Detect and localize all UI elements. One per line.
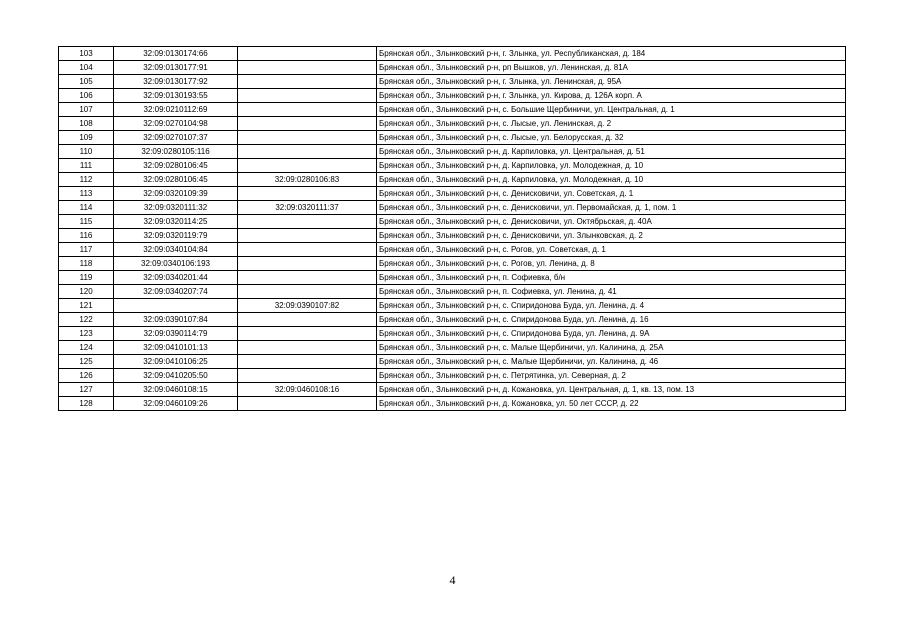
- row-number-cell: 109: [59, 131, 114, 145]
- cadastral-number-cell: 32:09:0340201:44: [114, 271, 238, 285]
- related-cadastral-number-cell: [238, 75, 377, 89]
- address-cell: Брянская обл., Злынковский р-н, д. Карпиловка, ул. Молодежная, д. 10: [377, 173, 846, 187]
- address-cell: Брянская обл., Злынковский р-н, с. Спиридонова Буда, ул. Ленина, д. 16: [377, 313, 846, 327]
- address-cell: Брянская обл., Злынковский р-н, п. Софиевка, ул. Ленина, д. 41: [377, 285, 846, 299]
- row-number-cell: 107: [59, 103, 114, 117]
- row-number-cell: 125: [59, 355, 114, 369]
- table-row: [59, 285, 846, 299]
- row-number-cell: 126: [59, 369, 114, 383]
- table-row: [59, 117, 846, 131]
- related-cadastral-number-cell: [238, 89, 377, 103]
- related-cadastral-number-cell: [238, 313, 377, 327]
- row-number-cell: 111: [59, 159, 114, 173]
- row-number-cell: 114: [59, 201, 114, 215]
- address-cell: Брянская обл., Злынковский р-н, рп Вышков, ул. Ленинская, д. 81А: [377, 61, 846, 75]
- row-number-cell: 105: [59, 75, 114, 89]
- table-row: [59, 201, 846, 215]
- row-number-cell: 122: [59, 313, 114, 327]
- row-number-cell: 119: [59, 271, 114, 285]
- row-number-cell: 112: [59, 173, 114, 187]
- address-cell: Брянская обл., Злынковский р-н, с. Лысые, ул. Белорусская, д. 32: [377, 131, 846, 145]
- table-row: [59, 75, 846, 89]
- cadastral-number-cell: 32:09:0270107:37: [114, 131, 238, 145]
- address-cell: Брянская обл., Злынковский р-н, д. Кожановка, ул. 50 лет СССР, д. 22: [377, 397, 846, 411]
- page-number: 4: [449, 573, 456, 587]
- row-number-cell: 124: [59, 341, 114, 355]
- address-cell: Брянская обл., Злынковский р-н, с. Спиридонова Буда, ул. Ленина, д. 4: [377, 299, 846, 313]
- cadastral-number-cell: 32:09:0320119:79: [114, 229, 238, 243]
- related-cadastral-number-cell: 32:09:0320111:37: [238, 201, 377, 215]
- table-row: [59, 257, 846, 271]
- row-number-cell: 104: [59, 61, 114, 75]
- cadastral-number-cell: 32:09:0320111:32: [114, 201, 238, 215]
- table-row: [59, 243, 846, 257]
- cadastral-number-cell: 32:09:0280106:45: [114, 159, 238, 173]
- row-number-cell: 115: [59, 215, 114, 229]
- table-row: [59, 383, 846, 397]
- table-row: [59, 145, 846, 159]
- related-cadastral-number-cell: [238, 229, 377, 243]
- address-cell: Брянская обл., Злынковский р-н, п. Софиевка, б/н: [377, 271, 846, 285]
- address-cell: Брянская обл., Злынковский р-н, г. Злынка, ул. Кирова, д. 126А корп. А: [377, 89, 846, 103]
- related-cadastral-number-cell: [238, 397, 377, 411]
- table-row: [59, 313, 846, 327]
- related-cadastral-number-cell: [238, 355, 377, 369]
- row-number-cell: 108: [59, 117, 114, 131]
- address-cell: Брянская обл., Злынковский р-н, с. Лысые, ул. Ленинская, д. 2: [377, 117, 846, 131]
- address-cell: Брянская обл., Злынковский р-н, с. Большие Щербиничи, ул. Центральная, д. 1: [377, 103, 846, 117]
- row-number-cell: 117: [59, 243, 114, 257]
- table-row: [59, 271, 846, 285]
- cadastral-number-cell: 32:09:0210112:69: [114, 103, 238, 117]
- cadastral-number-cell: 32:09:0130174:66: [114, 47, 238, 61]
- property-table-body: [59, 47, 846, 411]
- related-cadastral-number-cell: [238, 145, 377, 159]
- cadastral-number-cell: [114, 299, 238, 313]
- table-row: [59, 47, 846, 61]
- table-row: [59, 397, 846, 411]
- table-row: [59, 355, 846, 369]
- cadastral-number-cell: 32:09:0340106:193: [114, 257, 238, 271]
- related-cadastral-number-cell: 32:09:0460108:16: [238, 383, 377, 397]
- table-row: [59, 299, 846, 313]
- address-cell: Брянская обл., Злынковский р-н, с. Рогов, ул. Советская, д. 1: [377, 243, 846, 257]
- address-cell: Брянская обл., Злынковский р-н, с. Спиридонова Буда, ул. Ленина, д. 9А: [377, 327, 846, 341]
- table-row: [59, 89, 846, 103]
- cadastral-number-cell: 32:09:0340207:74: [114, 285, 238, 299]
- address-cell: Брянская обл., Злынковский р-н, с. Рогов, ул. Ленина, д. 8: [377, 257, 846, 271]
- address-cell: Брянская обл., Злынковский р-н, с. Денисковичи, ул. Злынковская, д. 2: [377, 229, 846, 243]
- row-number-cell: 103: [59, 47, 114, 61]
- related-cadastral-number-cell: [238, 131, 377, 145]
- row-number-cell: 120: [59, 285, 114, 299]
- row-number-cell: 121: [59, 299, 114, 313]
- related-cadastral-number-cell: [238, 103, 377, 117]
- cadastral-number-cell: 32:09:0320114:25: [114, 215, 238, 229]
- address-cell: Брянская обл., Злынковский р-н, д. Карпиловка, ул. Молодежная, д. 10: [377, 159, 846, 173]
- table-row: [59, 327, 846, 341]
- related-cadastral-number-cell: [238, 187, 377, 201]
- related-cadastral-number-cell: [238, 369, 377, 383]
- related-cadastral-number-cell: 32:09:0390107:82: [238, 299, 377, 313]
- address-cell: Брянская обл., Злынковский р-н, с. Денисковичи, ул. Октябрьская, д. 40А: [377, 215, 846, 229]
- table-row: [59, 369, 846, 383]
- address-cell: Брянская обл., Злынковский р-н, г. Злынка, ул. Ленинская, д. 95А: [377, 75, 846, 89]
- cadastral-number-cell: 32:09:0130193:55: [114, 89, 238, 103]
- cadastral-number-cell: 32:09:0280105:116: [114, 145, 238, 159]
- related-cadastral-number-cell: [238, 243, 377, 257]
- cadastral-number-cell: 32:09:0410101:13: [114, 341, 238, 355]
- related-cadastral-number-cell: [238, 327, 377, 341]
- table-row: [59, 215, 846, 229]
- row-number-cell: 128: [59, 397, 114, 411]
- row-number-cell: 116: [59, 229, 114, 243]
- related-cadastral-number-cell: [238, 257, 377, 271]
- related-cadastral-number-cell: [238, 271, 377, 285]
- address-cell: Брянская обл., Злынковский р-н, с. Петрятинка, ул. Северная, д. 2: [377, 369, 846, 383]
- cadastral-number-cell: 32:09:0460109:26: [114, 397, 238, 411]
- row-number-cell: 113: [59, 187, 114, 201]
- row-number-cell: 110: [59, 145, 114, 159]
- cadastral-number-cell: 32:09:0410106:25: [114, 355, 238, 369]
- table-row: [59, 159, 846, 173]
- related-cadastral-number-cell: [238, 117, 377, 131]
- related-cadastral-number-cell: 32:09:0280106:83: [238, 173, 377, 187]
- cadastral-number-cell: 32:09:0340104:84: [114, 243, 238, 257]
- table-row: [59, 341, 846, 355]
- address-cell: Брянская обл., Злынковский р-н, с. Денисковичи, ул. Первомайская, д. 1, пом. 1: [377, 201, 846, 215]
- cadastral-number-cell: 32:09:0390107:84: [114, 313, 238, 327]
- address-cell: Брянская обл., Злынковский р-н, д. Карпиловка, ул. Центральная, д. 51: [377, 145, 846, 159]
- related-cadastral-number-cell: [238, 215, 377, 229]
- row-number-cell: 123: [59, 327, 114, 341]
- cadastral-number-cell: 32:09:0130177:92: [114, 75, 238, 89]
- address-cell: Брянская обл., Злынковский р-н, с. Малые Щербиничи, ул. Калинина, д. 46: [377, 355, 846, 369]
- table-row: [59, 229, 846, 243]
- address-cell: Брянская обл., Злынковский р-н, г. Злынка, ул. Республиканская, д. 184: [377, 47, 846, 61]
- cadastral-number-cell: 32:09:0130177:91: [114, 61, 238, 75]
- row-number-cell: 118: [59, 257, 114, 271]
- table-row: [59, 61, 846, 75]
- cadastral-number-cell: 32:09:0280106:45: [114, 173, 238, 187]
- property-table: [58, 46, 846, 411]
- address-cell: Брянская обл., Злынковский р-н, д. Кожановка, ул. Центральная, д. 1, кв. 13, пом. 13: [377, 383, 846, 397]
- related-cadastral-number-cell: [238, 341, 377, 355]
- table-row: [59, 131, 846, 145]
- table-row: [59, 103, 846, 117]
- table-row: [59, 173, 846, 187]
- cadastral-number-cell: 32:09:0410205:50: [114, 369, 238, 383]
- related-cadastral-number-cell: [238, 47, 377, 61]
- related-cadastral-number-cell: [238, 285, 377, 299]
- address-cell: Брянская обл., Злынковский р-н, с. Малые Щербиничи, ул. Калинина, д. 25А: [377, 341, 846, 355]
- table-row: [59, 187, 846, 201]
- address-cell: Брянская обл., Злынковский р-н, с. Денисковичи, ул. Советская, д. 1: [377, 187, 846, 201]
- related-cadastral-number-cell: [238, 159, 377, 173]
- row-number-cell: 127: [59, 383, 114, 397]
- row-number-cell: 106: [59, 89, 114, 103]
- cadastral-number-cell: 32:09:0390114:79: [114, 327, 238, 341]
- cadastral-number-cell: 32:09:0320109:39: [114, 187, 238, 201]
- cadastral-number-cell: 32:09:0460108:15: [114, 383, 238, 397]
- cadastral-number-cell: 32:09:0270104:98: [114, 117, 238, 131]
- related-cadastral-number-cell: [238, 61, 377, 75]
